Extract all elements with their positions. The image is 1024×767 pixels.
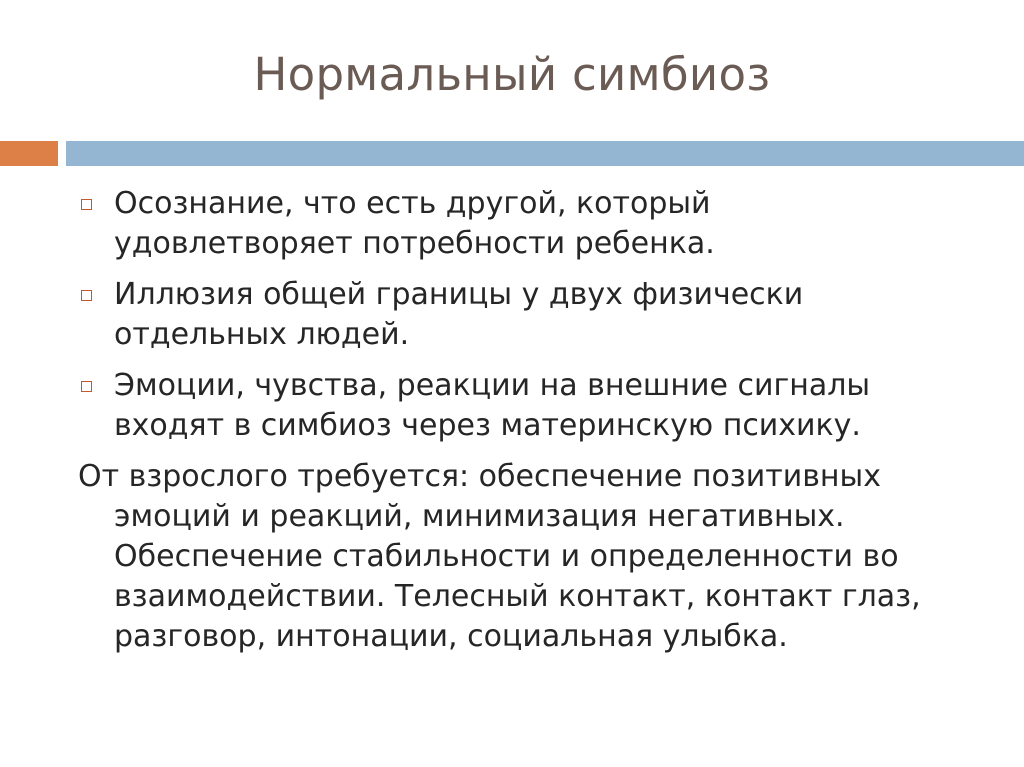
bullet-item [78, 184, 958, 264]
accent-bar-blue [66, 141, 1024, 166]
hollow-square-icon [81, 381, 92, 392]
bullet-text: Осознание, что есть другой, который удовлетворяет потребности ребенка. [114, 186, 715, 261]
slide-content [78, 184, 958, 657]
body-paragraph: От взрослого требуется: обеспечение позитивных эмоций и реакций, минимизация негативных. Обеспечение стабильности и определенности во взаимодействии. Телесный контакт, контакт глаз, разговор, интонации, социальная улыбка. [78, 459, 921, 654]
bullet-text: Иллюзия общей границы у двух физически отдельных людей. [114, 277, 804, 352]
hollow-square-icon [81, 290, 92, 301]
bullet-item [78, 275, 958, 355]
bullet-item [78, 366, 958, 446]
accent-bar-orange [0, 141, 58, 166]
hollow-square-icon [81, 199, 92, 210]
bullet-text: Эмоции, чувства, реакции на внешние сигналы входят в симбиоз через материнскую психику. [114, 368, 871, 443]
slide-title: Нормальный симбиоз [253, 48, 771, 101]
